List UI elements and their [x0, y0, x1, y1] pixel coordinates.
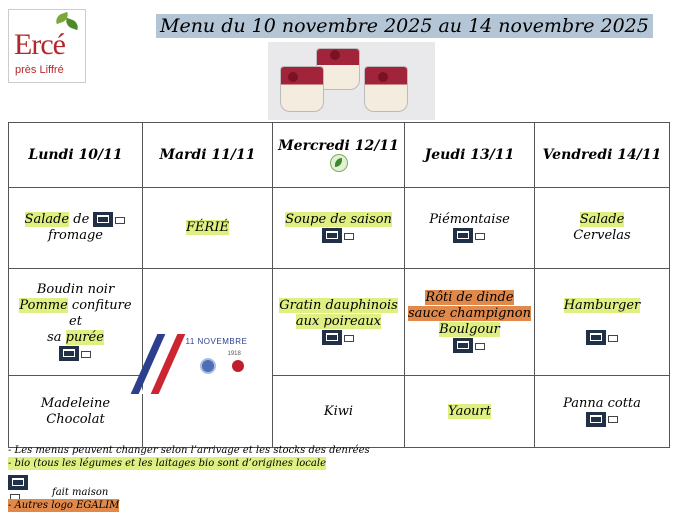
menu-cell — [273, 188, 405, 269]
armistice-title: 11 NOVEMBRE — [185, 337, 248, 346]
fait-maison-icon — [586, 412, 606, 427]
menu-cell — [273, 376, 405, 448]
table-row — [9, 188, 670, 269]
poppy-icon — [232, 360, 244, 372]
dish-bio: Pomme — [19, 298, 68, 313]
fait-maison-icon — [8, 475, 28, 490]
bio-leaf-icon — [330, 154, 348, 172]
table-header-row — [9, 123, 670, 188]
menu-cell — [535, 376, 670, 448]
dish-text: fromage — [48, 228, 103, 243]
menu-cell — [9, 269, 143, 376]
dish-text: Cervelas — [573, 228, 631, 243]
note-menu-change: - Les menus peuvent changer selon l’arrivage et les stocks des denrées — [8, 445, 370, 456]
armistice-image — [146, 328, 270, 388]
day-header-label: Mercredi 12/11 — [278, 138, 399, 154]
dish-bio: Yaourt — [448, 403, 491, 419]
fait-maison-icon — [322, 228, 342, 243]
fait-maison-outline-icon — [81, 349, 92, 359]
dish-bio: Salade — [24, 212, 70, 227]
day-header: Jeudi 13/11 — [405, 123, 535, 188]
leaf-icon — [64, 18, 80, 30]
fait-maison-icon — [59, 346, 79, 361]
day-header: Mardi 11/11 — [143, 123, 273, 188]
menu-cell-holiday — [143, 269, 273, 448]
menu-cell — [405, 269, 535, 376]
dish-text: Panna cotta — [563, 395, 641, 411]
table-row — [9, 376, 670, 448]
menu-cell — [535, 269, 670, 376]
dish-text: de — [69, 212, 90, 227]
day-header: Vendredi 14/11 — [535, 123, 670, 188]
table-row — [9, 269, 670, 376]
note-bio: - bio (tous les légumes et les laitages bio sont d’origines locale — [8, 458, 326, 469]
page-title: Menu du 10 novembre 2025 au 14 novembre 2025 — [156, 14, 653, 38]
fait-maison-icon — [322, 330, 342, 345]
menu-cell — [9, 376, 143, 448]
dish-bio: purée — [65, 330, 104, 345]
logo-main-text: Ercé — [14, 28, 65, 61]
note-fait-maison: fait maison — [52, 487, 109, 498]
dish-egalim: Rôti de dinde sauce champignon — [407, 290, 531, 321]
fait-maison-outline-icon — [608, 333, 619, 343]
dish-text: sa — [47, 330, 66, 345]
menu-cell — [535, 188, 670, 269]
dish-text: Madeleine Chocolat — [40, 395, 111, 427]
menu-cell — [273, 269, 405, 376]
dish-text: Boudin noir — [36, 282, 115, 297]
fait-maison-icon — [586, 330, 606, 345]
logo-sub-text: près Liffré — [15, 64, 64, 76]
holiday-label: FÉRIÉ — [186, 220, 229, 235]
dish-bio: Soupe de saison — [285, 212, 392, 227]
fait-maison-icon — [453, 228, 473, 243]
fait-maison-outline-icon — [608, 414, 619, 424]
fait-maison-outline-icon — [475, 231, 486, 241]
note-egalim: - Autres logo EGALIM — [8, 500, 120, 511]
erce-logo — [8, 9, 86, 83]
dish-text: confiture et — [67, 298, 132, 329]
cornflower-icon — [202, 360, 214, 372]
dish-text: Piémontaise — [429, 212, 510, 227]
dish-text: Kiwi — [323, 403, 354, 419]
dish-bio: Salade — [579, 212, 625, 227]
fait-maison-icon — [453, 338, 473, 353]
dish-bio: Hamburger — [563, 298, 641, 313]
dish-bio: Boulgour — [439, 322, 500, 337]
menu-cell — [9, 188, 143, 269]
fait-maison-icon — [93, 212, 113, 227]
armistice-year: 1918 — [227, 351, 241, 357]
menu-cell — [143, 188, 273, 269]
fait-maison-outline-icon — [115, 215, 126, 225]
day-header — [273, 123, 405, 188]
menu-cell — [405, 188, 535, 269]
menu-cell — [405, 376, 535, 448]
day-header: Lundi 10/11 — [9, 123, 143, 188]
fait-maison-outline-icon — [344, 231, 355, 241]
fait-maison-outline-icon — [475, 341, 486, 351]
dish-bio: Gratin dauphinois aux poireaux — [279, 298, 398, 329]
dessert-photo — [268, 42, 435, 120]
menu-table — [8, 122, 670, 448]
fait-maison-outline-icon — [344, 333, 355, 343]
